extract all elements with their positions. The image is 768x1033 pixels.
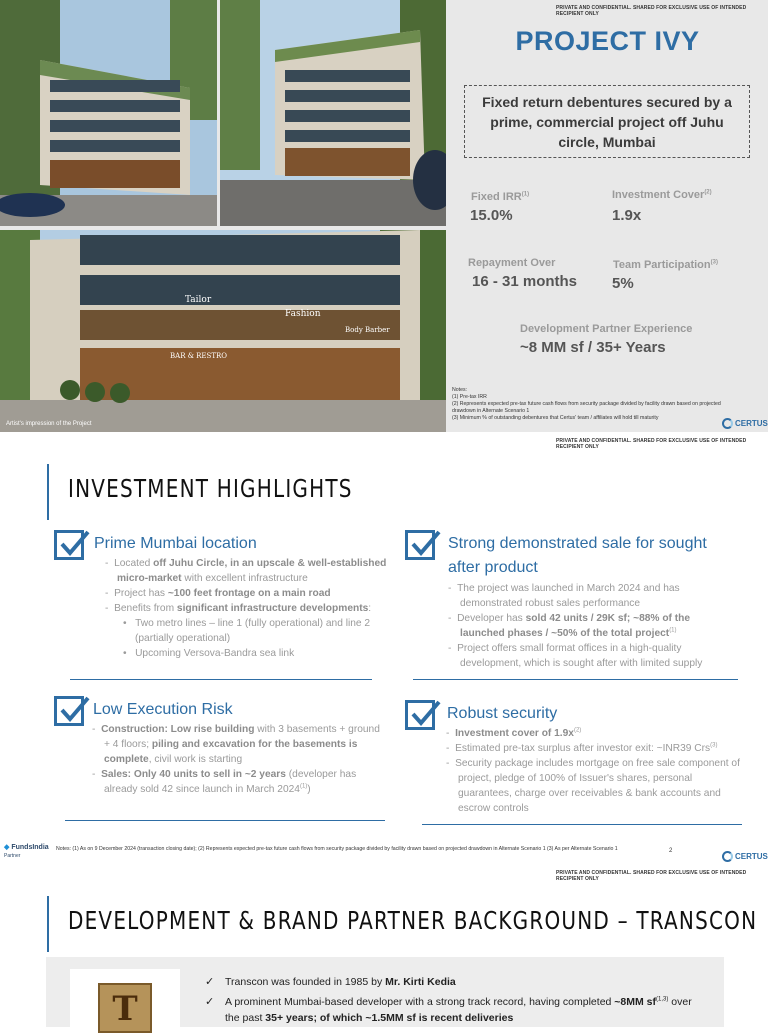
- highlight-heading-location: Prime Mumbai location: [94, 535, 257, 552]
- check-icon: ✓: [205, 996, 215, 1008]
- section-title: DEVELOPMENT & BRAND PARTNER BACKGROUND – TRANSCON: [68, 906, 758, 935]
- kpi-value-cover: 1.9x: [612, 207, 642, 224]
- highlight-bullets-execution: - Construction: Low rise building with 3 basements + ground + 4 floors; piling and excavation for the basements is complete, civil work is starting - Sales: Only 40 units to sell in ~2 years (developer has already sold 42 since launch in March 2024$^{(1)}$): [92, 724, 380, 795]
- signage-fashion: Fashion: [285, 309, 321, 319]
- kpi-value-irr: 15.0%: [470, 207, 513, 224]
- checkbox-icon: [405, 700, 435, 730]
- signage-bar-restro: BAR & RESTRO: [170, 352, 228, 360]
- section-divider: [422, 824, 742, 825]
- page-number: 2: [669, 848, 673, 854]
- kpi-label-irr: Fixed IRR$^{(1)}$: [471, 191, 530, 203]
- kpi-value-experience: ~8 MM sf / 35+ Years: [520, 339, 666, 356]
- highlight-bullets-security: - Investment cover of $1.9x^{(2)}$ - Estimated pre-tax surplus after investor exit: ~INR39 Crs$^{(3)}$ - Security package includes mortgage on free sale component of project, pledge of 100% of Issuer's shares, personal guarantees, charge over receivables & bank accounts and escrow controls: [446, 727, 740, 814]
- kpi-label-repayment: Repayment Over: [468, 257, 556, 269]
- background-point: ✓ Transcon was founded in 1985 by Mr. Kirti Kedia: [205, 976, 456, 988]
- confidential-banner: PRIVATE AND CONFIDENTIAL. SHARED FOR EXCLUSIVE USE OF INTENDED RECIPIENT ONLY: [556, 870, 747, 882]
- confidential-banner: PRIVATE AND CONFIDENTIAL. SHARED FOR EXCLUSIVE USE OF INTENDED RECIPIENT ONLY: [556, 438, 747, 450]
- checkbox-icon: [54, 696, 84, 726]
- slide1-notes: Notes: (1) Pre-tax IRR (2) Represents expected pre-tax future cash flows from security package divided by facility drawn based on projected drawdown in Alternate Scenario 1 (3) Minimum % of outstanding debentures that Certus' team / affiliates will hold till maturity: [452, 387, 721, 421]
- kpi-value-team: 5%: [612, 275, 634, 292]
- kpi-value-repayment: 16 - 31 months: [472, 273, 578, 290]
- certus-logo: CERTUS: [722, 851, 768, 862]
- transcon-logo: [70, 969, 180, 1029]
- signage-tailor: Tailor: [185, 295, 212, 305]
- fundsindia-logo: ◆ FundsIndia Partner: [4, 844, 49, 859]
- building-photo-storefront: [0, 230, 446, 432]
- highlight-bullets-sales: - The project was launched in March 2024 and has demonstrated robust sales performance - Developer has sold 42 units / 29K sf; ~88% of the launched phases / ~50% of the total project$^{(1)}$ - Project offers small format offices in a high-quality development, which is sought after with limited supply: [448, 583, 703, 669]
- kpi-label-experience: Development Partner Experience: [520, 323, 693, 335]
- section-title: INVESTMENT HIGHLIGHTS: [68, 474, 353, 503]
- checkbox-icon: [54, 530, 84, 560]
- confidential-banner: PRIVATE AND CONFIDENTIAL. SHARED FOR EXCLUSIVE USE OF INTENDED RECIPIENT ONLY: [556, 5, 747, 17]
- kpi-label-cover: Investment Cover$^{(2)}$: [612, 189, 712, 201]
- certus-emblem-icon: [722, 418, 733, 429]
- highlight-heading-execution: Low Execution Risk: [93, 701, 233, 718]
- section-divider: [65, 820, 385, 821]
- section-divider: [70, 679, 372, 680]
- title-accent-bar: [47, 464, 49, 520]
- fundsindia-mark-icon: ◆: [4, 844, 10, 851]
- slide-investment-highlights: [0, 432, 768, 864]
- certus-emblem-icon: [722, 851, 733, 862]
- transcon-logo-mark: T: [98, 983, 152, 1033]
- checkbox-icon: [405, 530, 435, 560]
- highlight-bullets-location: - Located off Juhu Circle, in an upscale & well-established micro-market with excellent infrastructure - Project has ~100 feet frontage on a main road - Benefits from significant infrastructure developments: • Two metro lines – line 1 (fully operational) and line 2 (partially operational) • Upcoming Versova-Bandra sea link: [105, 558, 387, 659]
- photo-caption: Artist's impression of the Project: [6, 421, 92, 427]
- slide-project-ivy: [0, 0, 768, 432]
- background-point: ✓ A prominent Mumbai-based developer with a strong track record, having completed ~8MM sf$^{(1,3)}$ over the past 35+ years; of which ~1.5MM sf is recent deliveries: [205, 996, 692, 1024]
- building-photo-corner: [0, 0, 217, 226]
- kpi-label-team: Team Participation$^{(3)}$: [613, 259, 718, 271]
- certus-logo: CERTUS: [722, 418, 768, 429]
- highlight-heading-security: Robust security: [447, 705, 558, 722]
- page-title: PROJECT IVY: [515, 26, 700, 56]
- project-tagline: Fixed return debentures secured by a prime, commercial project off Juhu circle, Mumbai: [464, 85, 750, 158]
- slide2-notes: Notes: (1) As on 9 December 2024 (transaction closing date); (2) Represents expected pre-tax future cash flows from security package divided by facility drawn based on projected drawdown in Alternate Scenario 1 (3) As per Alternate Scenario 1: [56, 846, 618, 852]
- check-icon: ✓: [205, 976, 215, 988]
- title-accent-bar: [47, 896, 49, 952]
- signage-body-barber: Body Barber: [345, 326, 390, 334]
- building-photo-front: [220, 0, 446, 226]
- section-divider: [413, 679, 738, 680]
- highlight-heading-sales: Strong demonstrated sale for sought after product: [448, 535, 707, 576]
- slide-transcon-background: [0, 864, 768, 1029]
